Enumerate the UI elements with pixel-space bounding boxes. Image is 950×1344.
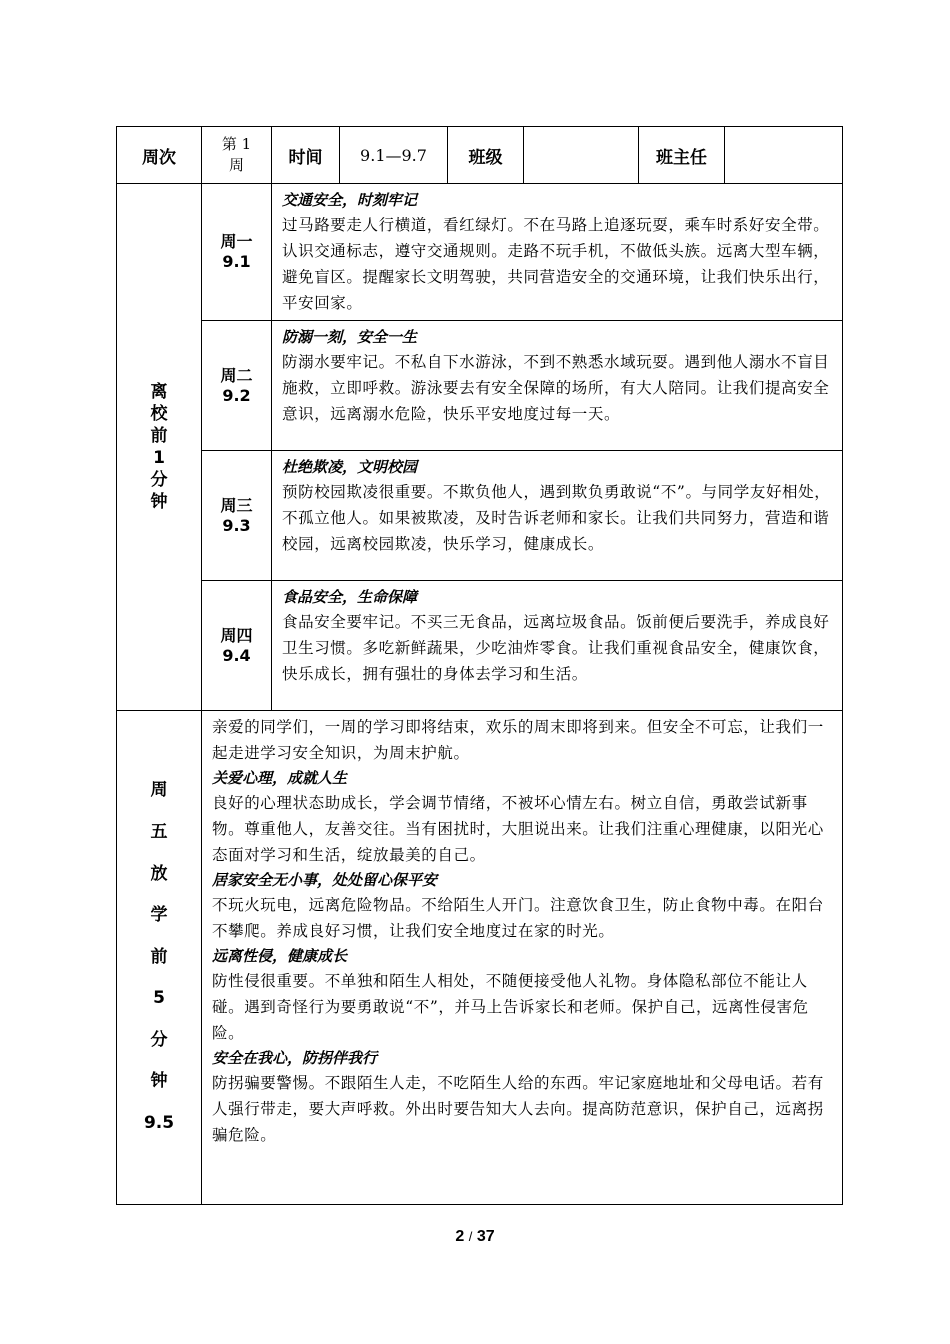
before-school-label	[117, 184, 202, 711]
label-char: 5	[153, 988, 165, 1009]
content-text: 预防校园欺凌很重要。不欺负他人，遇到欺负勇敢说“不”。与同学友好相处，不孤立他人。如果被欺凌，及时告诉老师和家长。让我们共同努力，营造和谐校园，远离校园欺凌，快乐学习，健康成长。	[282, 483, 831, 553]
class-value[interactable]	[524, 127, 639, 184]
teacher-value[interactable]	[725, 127, 843, 184]
section-title: 关爱心理，成就人生	[212, 769, 348, 787]
day-name: 周一	[220, 232, 253, 251]
content-text: 防溺水要牢记。不私自下水游泳，不到不熟悉水域玩耍。遇到他人溺水不盲目施救，立即呼救。游泳要去有安全保障的场所，有大人陪同。让我们提高安全意识，远离溺水危险，快乐平安地度过每一天。	[282, 353, 830, 423]
label-char: 校	[150, 404, 168, 424]
content-text: 食品安全要牢记。不买三无食品，远离垃圾食品。饭前便后要洗手，养成良好卫生习惯。多吃新鲜蔬果，少吃油炸零食。让我们重视食品安全，健康饮食，快乐成长，拥有强壮的身体去学习和生活。	[282, 613, 830, 683]
content-title: 防溺一刻，安全一生	[282, 328, 418, 346]
day-date: 9.3	[222, 515, 251, 535]
label-char: 分	[150, 470, 168, 490]
label-char: 分	[150, 1029, 168, 1050]
time-value: 9.1—9.7	[340, 127, 448, 184]
day-content	[272, 184, 843, 321]
label-char: 放	[150, 863, 168, 884]
section-title: 远离性侵，健康成长	[212, 947, 348, 965]
friday-label	[117, 711, 202, 1205]
day-date: 9.1	[222, 252, 251, 271]
label-char: 钟	[150, 492, 168, 512]
content-title: 交通安全，时刻牢记	[282, 191, 418, 209]
schedule-table	[116, 126, 843, 1205]
day-row-tue	[117, 321, 843, 451]
day-name: 周二	[220, 365, 253, 385]
teacher-label: 班主任	[639, 127, 725, 184]
section-text: 良好的心理状态助成长，学会调节情绪，不被坏心情左右。树立自信，勇敢尝试新事物。尊重他人，友善交往。当有困扰时，大胆说出来。让我们注重心理健康，以阳光心态面对学习和生活，绽放最美的自己。	[212, 794, 824, 864]
page-total: 37	[476, 1228, 495, 1245]
day-row-wed	[117, 451, 843, 581]
day-row-mon	[117, 184, 843, 321]
day-date: 9.2	[222, 385, 251, 405]
day-date: 9.4	[222, 645, 251, 665]
friday-row	[117, 711, 843, 1205]
week-value	[202, 127, 272, 184]
page-current: 2	[455, 1228, 465, 1245]
section-text: 防拐骗要警惕。不跟陌生人走，不吃陌生人给的东西。牢记家庭地址和父母电话。若有人强行带走，要大声呼救。外出时要告知大人去向。提高防范意识，保护自己，远离拐骗危险。	[212, 1074, 824, 1144]
day-content	[272, 321, 843, 451]
page-number	[0, 1228, 950, 1246]
day-cell	[202, 321, 272, 451]
week-value-line1: 第 1	[221, 135, 252, 153]
section-text: 防性侵很重要。不单独和陌生人相处，不随便接受他人礼物。身体隐私部位不能让人碰。遇到奇怪行为要勇敢说“不”，并马上告诉家长和老师。保护自己，远离性侵害危险。	[212, 972, 809, 1042]
content-title: 食品安全，生命保障	[282, 588, 418, 606]
friday-intro: 亲爱的同学们，一周的学习即将结束，欢乐的周末即将到来。但安全不可忘，让我们一起走进学习安全知识，为周末护航。	[212, 718, 824, 762]
week-value-line2: 周	[228, 156, 244, 174]
section-text: 不玩火玩电，远离危险物品。不给陌生人开门。注意饮食卫生，防止食物中毒。在阳台不攀爬。养成良好习惯，让我们安全地度过在家的时光。	[212, 896, 824, 940]
header-row	[117, 127, 843, 184]
label-char: 前	[150, 426, 168, 446]
day-name: 周四	[220, 625, 253, 645]
day-cell	[202, 581, 272, 711]
label-char: 1	[153, 448, 165, 468]
content-text: 过马路要走人行横道，看红绿灯。不在马路上追逐玩耍，乘车时系好安全带。认识交通标志，遵守交通规则。走路不玩手机，不做低头族。远离大型车辆，避免盲区。提醒家长文明驾驶，共同营造安全的交通环境，让我们快乐出行，平安回家。	[282, 216, 830, 312]
label-char: 前	[150, 946, 168, 967]
day-row-thu	[117, 581, 843, 711]
time-label: 时间	[272, 127, 340, 184]
label-char: 9.5	[143, 1113, 175, 1134]
friday-content	[202, 711, 843, 1205]
day-name: 周三	[220, 495, 253, 515]
label-char: 钟	[150, 1071, 168, 1092]
label-char: 五	[150, 821, 168, 842]
day-cell	[202, 451, 272, 581]
label-char: 离	[150, 382, 168, 402]
day-content	[272, 581, 843, 711]
day-content	[272, 451, 843, 581]
label-char: 学	[150, 905, 168, 926]
section-title: 居家安全无小事，处处留心保平安	[212, 871, 438, 889]
day-cell	[202, 184, 272, 321]
class-label: 班级	[448, 127, 524, 184]
content-title: 杜绝欺凌，文明校园	[282, 458, 418, 476]
page-separator: /	[468, 1229, 473, 1244]
label-char: 周	[150, 780, 168, 801]
section-title: 安全在我心，防拐伴我行	[212, 1049, 378, 1067]
week-label: 周次	[117, 127, 202, 184]
